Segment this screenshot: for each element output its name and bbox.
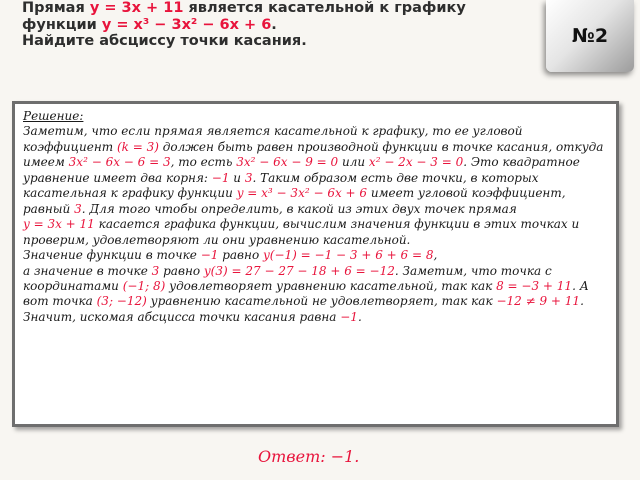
- solution-formula: 3x² − 6x − 6 = 3: [68, 155, 171, 170]
- problem-text-2: является касательной к графику функции: [22, 0, 466, 33]
- solution-text: . Заметим, что точка с координатами: [23, 263, 552, 293]
- solution-formula: 3: [244, 170, 253, 185]
- solution-text: Значит, искомая абсцисса точки касания равна: [23, 309, 337, 324]
- problem-statement: [22, 0, 522, 50]
- solution-formula: −12 ≠ 9 + 11: [496, 294, 581, 309]
- solution-heading: Решение:: [23, 109, 84, 123]
- solution-formula: 3: [151, 263, 160, 278]
- solution-formula: 3: [74, 201, 82, 216]
- solution-text: и: [233, 170, 242, 185]
- solution-text: удовлетворяет уравнению касательной, так как: [169, 278, 493, 293]
- solution-box: [12, 101, 619, 427]
- solution-formula: −1: [200, 248, 219, 263]
- solution-text: .: [580, 294, 584, 309]
- solution-formula: (−1; 8): [122, 278, 166, 293]
- solution-text: . Таким образом есть две точки, в которых касательная к графику функции: [23, 170, 539, 201]
- solution-formula: y(−1) = −1 − 3 + 6 + 6 = 8: [263, 248, 434, 263]
- solution-formula: y = x³ − 3x² − 6x + 6: [236, 186, 368, 201]
- solution-text: касается графика функции, вычислим значения функции в этих точках и проверим, удовлетворяют ли они уравнению касательной.: [23, 217, 580, 247]
- problem-text-1: Прямая: [22, 0, 85, 16]
- solution-text: имеет угловой коэффициент, равный: [23, 186, 566, 216]
- solution-text: .: [357, 309, 362, 324]
- solution-formula: (3; −12): [96, 294, 147, 309]
- solution-formula: −1: [340, 309, 358, 324]
- solution-text: равно: [222, 248, 260, 263]
- solution-text: или: [341, 155, 366, 170]
- solution-text: . А вот точка: [23, 278, 589, 309]
- problem-number-badge: №2: [546, 0, 634, 72]
- solution-formula: −1: [211, 170, 230, 185]
- solution-formula: 8 = −3 + 11: [496, 278, 573, 293]
- solution-text: равно: [163, 263, 201, 278]
- answer-text: Ответ: −1.: [258, 447, 360, 466]
- solution-text: . Для того чтобы определить, в какой из этих двух точек прямая: [81, 201, 517, 216]
- solution-formula: x² − 2x − 3 = 0: [368, 155, 464, 170]
- solution-text: , то есть: [170, 155, 233, 170]
- solution-formula: (k = 3): [116, 139, 159, 154]
- solution-text: ,: [433, 248, 438, 263]
- function-equation: y = x³ − 3x² − 6x + 6: [101, 16, 272, 33]
- solution-text: Заметим, что если прямая является касательной к графику, то ее угловой коэффициент: [23, 124, 523, 154]
- solution-formula: 3x² − 6x − 9 = 0: [236, 155, 339, 170]
- solution-text: должен быть равен производной функции в точке касания, откуда имеем: [23, 139, 604, 170]
- solution-formula: y = 3x + 11: [23, 217, 95, 232]
- solution-text: уравнению касательной не удовлетворяет, так как: [150, 294, 493, 309]
- problem-task: Найдите абсциссу точки касания.: [22, 33, 307, 49]
- solution-text: . Это квадратное уравнение имеет два корня:: [23, 155, 580, 185]
- solution-formula: y(3) = 27 − 27 − 18 + 6 = −12: [203, 263, 395, 278]
- solution-text: а значение в точке: [23, 263, 148, 278]
- solution-text: Значение функции в точке: [23, 248, 197, 263]
- tangent-line-equation: y = 3x + 11: [89, 0, 184, 16]
- problem-text-3: .: [271, 16, 277, 33]
